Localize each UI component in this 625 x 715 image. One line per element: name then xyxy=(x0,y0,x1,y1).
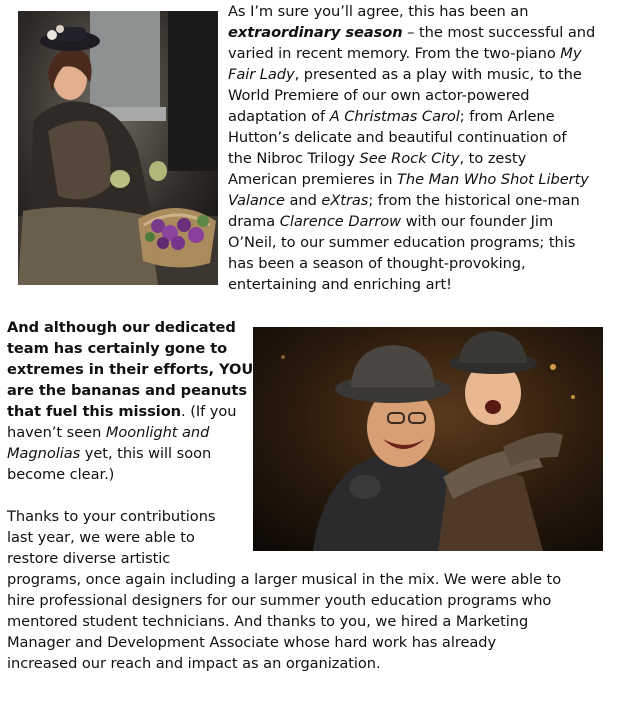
text-line xyxy=(7,464,253,485)
text-run: extremes in their efforts, YOU xyxy=(7,361,254,378)
text-run: restore diverse artistic xyxy=(7,550,171,567)
text-line xyxy=(7,590,561,611)
text-line xyxy=(228,274,595,295)
intro-paragraph xyxy=(228,1,595,295)
text-run: The Man Who Shot Liberty xyxy=(397,171,589,188)
text-run: Hutton’s delicate and beautiful continuation of xyxy=(228,129,567,146)
text-run: Moonlight and xyxy=(105,424,210,441)
text-run: are the bananas and peanuts xyxy=(7,382,247,399)
text-run: And although our dedicated xyxy=(7,319,236,336)
text-line xyxy=(228,148,595,169)
stage-photo-flower-girl xyxy=(18,11,218,285)
text-line xyxy=(7,527,215,548)
text-run: become clear.) xyxy=(7,466,115,483)
text-run: As I’m sure you’ll agree, this has been an xyxy=(228,3,529,20)
text-run: ; from Arlene xyxy=(459,108,555,125)
text-line xyxy=(228,64,595,85)
text-run: Clarence Darrow xyxy=(279,213,402,230)
text-line xyxy=(7,338,253,359)
text-line xyxy=(7,506,215,527)
text-line xyxy=(7,548,215,569)
text-run: A Christmas Carol xyxy=(329,108,460,125)
text-run: increased our reach and impact as an organization. xyxy=(7,655,381,672)
text-run: yet, this will soon xyxy=(80,445,212,462)
text-line xyxy=(7,317,253,338)
text-run: drama xyxy=(228,213,280,230)
text-run: O’Neil, to our summer education programs; this xyxy=(228,234,576,251)
text-run: varied in recent memory. From the two-piano xyxy=(228,45,561,62)
text-run: ; from the historical one-man xyxy=(368,192,580,209)
text-run: and xyxy=(284,192,322,209)
text-line xyxy=(7,380,253,401)
text-line xyxy=(228,169,595,190)
text-line xyxy=(7,632,561,653)
text-run: See Rock City xyxy=(359,150,460,167)
text-run: that fuel this mission xyxy=(7,403,182,420)
contributions-paragraph-rest xyxy=(7,569,561,674)
text-run: , to zesty xyxy=(459,150,527,167)
text-run: team has certainly gone to xyxy=(7,340,228,357)
text-run: Valance xyxy=(228,192,285,209)
text-run: eXtras xyxy=(321,192,369,209)
text-line xyxy=(228,85,595,106)
text-line xyxy=(228,232,595,253)
text-run: the Nibroc Trilogy xyxy=(228,150,360,167)
text-line xyxy=(228,106,595,127)
text-line xyxy=(7,359,253,380)
text-run: with our founder Jim xyxy=(401,213,554,230)
text-line xyxy=(228,22,595,43)
text-line xyxy=(7,422,253,443)
text-run: haven’t seen xyxy=(7,424,106,441)
text-line xyxy=(228,190,595,211)
text-run: Manager and Development Associate whose hard work has already xyxy=(7,634,497,651)
text-run: extraordinary season xyxy=(228,24,403,41)
text-line xyxy=(7,569,561,590)
text-run: My xyxy=(560,45,582,62)
text-line xyxy=(228,253,595,274)
text-run: last year, we were able to xyxy=(7,529,195,546)
text-run: . (If you xyxy=(181,403,237,420)
text-run: – the most successful and xyxy=(402,24,596,41)
text-line xyxy=(7,611,561,632)
text-run: Magnolias xyxy=(7,445,81,462)
text-run: World Premiere of our own actor-powered xyxy=(228,87,530,104)
text-line xyxy=(7,401,253,422)
text-line xyxy=(7,443,253,464)
contributions-paragraph-start xyxy=(7,506,215,569)
text-run: entertaining and enriching art! xyxy=(228,276,452,293)
text-line xyxy=(228,43,595,64)
text-run: adaptation of xyxy=(228,108,330,125)
text-run: American premieres in xyxy=(228,171,398,188)
text-line xyxy=(228,127,595,148)
text-run: Thanks to your contributions xyxy=(7,508,216,525)
text-line xyxy=(7,653,561,674)
text-run: Fair Lady xyxy=(228,66,295,83)
text-run: , presented as a play with music, to the xyxy=(294,66,582,83)
text-run: hire professional designers for our summer youth education programs who xyxy=(7,592,552,609)
text-run: mentored student technicians. And thanks to you, we hired a Marketing xyxy=(7,613,529,630)
text-run: has been a season of thought-provoking, xyxy=(228,255,526,272)
text-line xyxy=(228,1,595,22)
thanks-paragraph xyxy=(7,317,253,485)
text-line xyxy=(228,211,595,232)
stage-photo-two-actors xyxy=(253,327,603,551)
text-run: programs, once again including a larger musical in the mix. We were able to xyxy=(7,571,562,588)
